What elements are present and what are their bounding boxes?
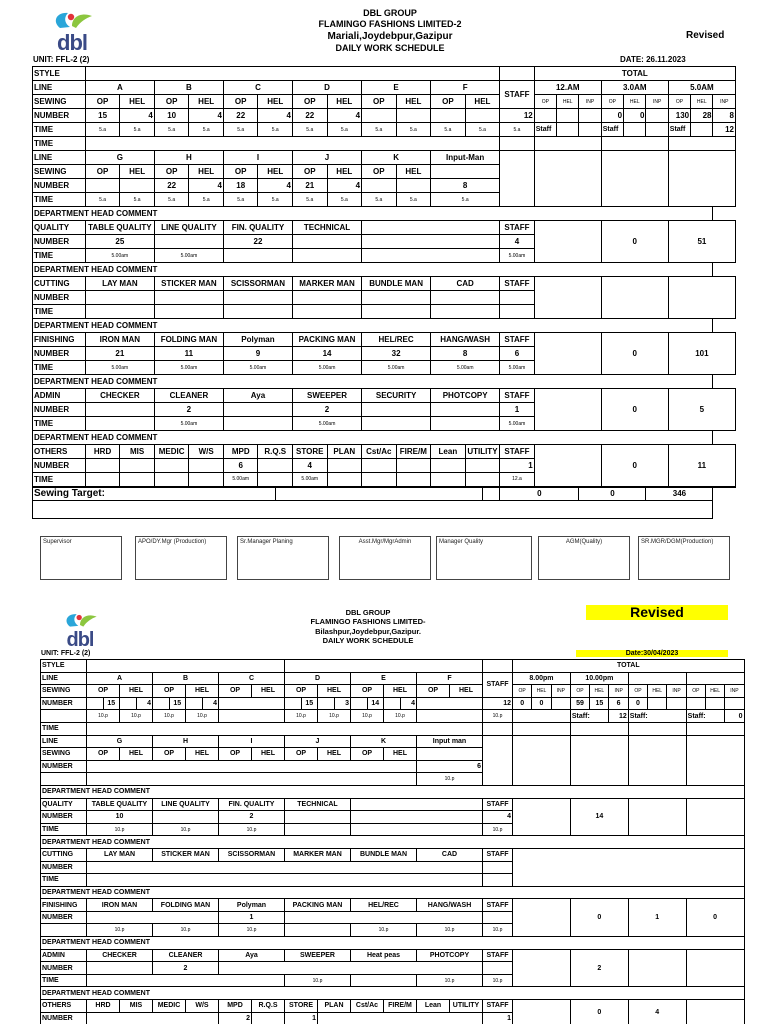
line-g: G <box>85 151 154 165</box>
line-b: B <box>154 81 223 95</box>
logo-wordmark: dbl <box>57 30 87 55</box>
signature-area <box>40 536 730 582</box>
dbl-logo <box>36 8 108 54</box>
others-number-row: NUMBER 6 4 1 <box>33 459 736 473</box>
sewing-time-row: TIME 5.a 5.a 5.a 5.a 5.a 5.a 5.a 5.a 5.a 5.a 5.a 5.a 5.a Staff Staff Staff 12 <box>33 123 736 137</box>
line-a: A <box>85 81 154 95</box>
schedule-table-1 <box>32 66 736 519</box>
input-man-number: 8 <box>431 179 500 193</box>
date-label: DATE: 26.11.2023 <box>620 55 686 64</box>
schedule-table-2: STYLE TOTAL LINE A B C D E F STAFF 8.00pm 10.00pm SEWING OP HEL OP HEL OP HEL OP HEL OP HEL OP HEL OP HEL INP OP HEL INP OP HEL INP OP HEL INP NUMBER 15 4 15 4 15 3 14 4 12 0 0 59 15 6 0 10.p 10.p 10.p 10.p 10.p 10.p 10.p 10.p 10.p Staff: 12 Staff: Staff: 0 TIME LINE G H I J K Input man SEWING OP HEL OP HEL OP HEL OP HEL OP HEL NUMBER 6 10.p DEPARTMENT HEAD COMMENT QUALITY TABLE QUALITY LINE QUALITY FIN. QUALITY TECHNICAL STAFF 14 NUMBER 10 2 4 TIME 10.p 10.p 10.p 10.p DEPARTMENT HEAD COMMENT CUTTING LAY MAN STICKER MAN SCISSORMAN MARKER MAN BUNDLE MAN CAD STAFF NUMBER TIME DEPARTMENT HEAD COMMENT FINISHING IRON MAN FOLDING MAN Polyman PACKING MAN HEL/REC HANG/WASH STAFF 0 1 0 NUMBER 1 10.p 10.p 10.p 10.p 10.p 10.p DEPARTMENT HEAD COMMENT ADMIN CHECKER CLEANER Aya SWEEPER Heat peas PHOTCOPY STAFF 2 NUMBER 2 TIME 10.p 10.p 10.p DEPARTMENT HEAD COMMENT OTHERS HRD MIS MEDIC W/S MPD R.Q.S STORE PLAN Cst/Ac FIRE/M Lean UTILITY STAFF 0 4 NUMBER 2 1 1 <box>40 659 745 1024</box>
unit-label: UNIT: FFL-2 (2) <box>33 55 90 64</box>
dept-comment-row: DEPARTMENT HEAD COMMENT <box>33 375 736 389</box>
sewing-label: SEWING <box>33 95 86 109</box>
apo-signature-box: APO/DY.Mgr (Production) <box>135 536 227 580</box>
admin-time-row: TIME 5.00am 5.00am 5.00am <box>33 417 736 431</box>
finishing-time-row: TIME 5.00am 5.00am 5.00am 5.00am 5.00am 5.00am 5.00am <box>33 361 736 375</box>
date-label-2: Date:30/04/2023 <box>576 650 728 657</box>
line-i: I <box>223 151 292 165</box>
dgm-signature-box: SR.MGR/DGM(Production) <box>638 536 730 580</box>
spacer-time-row: TIME <box>33 137 736 151</box>
quality-number-row: NUMBER 25 22 4 <box>33 235 736 249</box>
revised-label-2: Revised <box>586 605 728 620</box>
line-e: E <box>362 81 431 95</box>
agm-signature-box: AGM(Quality) <box>538 536 630 580</box>
style-row <box>33 67 736 81</box>
sewing-target-label: Sewing Target: <box>33 487 276 501</box>
sewing-row-2: SEWING OP HEL OP HEL OP HEL OP HEL OP HEL <box>33 165 736 179</box>
revised-label: Revised <box>686 30 725 41</box>
admin-signature-box: Asst.Mgr/MgrAdmin <box>339 536 431 580</box>
admin-row: ADMIN CHECKER CLEANER Aya SWEEPER SECURITY PHOTCOPY STAFF 0 5 <box>33 389 736 403</box>
staff-header: STAFF <box>500 81 535 109</box>
shift-2: 3.0AM <box>601 81 668 95</box>
blank-row <box>33 501 736 519</box>
supervisor-signature-box: Supervisor <box>40 536 122 580</box>
finishing-number-row: NUMBER 21 11 9 14 32 8 6 <box>33 347 736 361</box>
dept-comment-row: DEPARTMENT HEAD COMMENT <box>33 431 736 445</box>
line-d: D <box>293 81 362 95</box>
line-j: J <box>293 151 362 165</box>
dept-comment-row: DEPARTMENT HEAD COMMENT <box>33 207 736 221</box>
quality-row: QUALITY TABLE QUALITY LINE QUALITY FIN. QUALITY TECHNICAL STAFF 0 51 <box>33 221 736 235</box>
flamingo-logo-icon <box>42 8 102 32</box>
quality-time-row: TIME 5.00am 5.00am 5.00am <box>33 249 736 263</box>
cutting-number-row: NUMBER <box>33 291 736 305</box>
line-row-2: LINE G H I J K Input-Man <box>33 151 736 165</box>
cutting-time-row: TIME <box>33 305 736 319</box>
logo-wordmark: dbl <box>66 629 94 651</box>
company-name: FLAMINGO FASHIONS LIMITED-2 <box>318 19 462 30</box>
others-time-row: TIME 5.00am 5.00am 12.a <box>33 473 736 487</box>
dept-comment-row: DEPARTMENT HEAD COMMENT <box>33 263 736 277</box>
admin-number-row: NUMBER 2 2 1 <box>33 403 736 417</box>
address: Mariali,Joydebpur,Gazipur <box>327 30 453 42</box>
total-header: TOTAL <box>534 67 735 81</box>
dept-comment-row: DEPARTMENT HEAD COMMENT <box>33 319 736 333</box>
line-label: LINE <box>33 81 86 95</box>
schedule-title: DAILY WORK SCHEDULE <box>335 43 445 53</box>
style-label: STYLE <box>33 67 86 81</box>
shift-3: 5.0AM <box>668 81 735 95</box>
line-k: K <box>362 151 431 165</box>
header-block <box>240 8 540 54</box>
flamingo-logo-icon <box>52 610 108 630</box>
sewing-row: SEWING OP HEL OP HEL OP HEL OP HEL OP HEL OP HEL OP HEL INP OP HEL INP OP HEL INP <box>33 95 736 109</box>
input-man-header: Input-Man <box>431 151 500 165</box>
quality-signature-box: Manager Quality <box>436 536 532 580</box>
line-c: C <box>223 81 292 95</box>
line-f: F <box>431 81 500 95</box>
shift-1: 12.AM <box>534 81 601 95</box>
planning-signature-box: Sr.Manager Planing <box>237 536 329 580</box>
sewing-time-row-2: TIME 5.a 5.a 5.a 5.a 5.a 5.a 5.a 5.a 5.a 5.a 5.a <box>33 193 736 207</box>
sewing-target-row: Sewing Target: 0 0 346 <box>33 487 736 501</box>
line-row <box>33 81 736 95</box>
group-name: DBL GROUP <box>363 8 417 18</box>
dbl-logo-2 <box>44 610 116 650</box>
sewing-staff-number: 12 <box>500 109 535 123</box>
header-block-2: DBL GROUP FLAMINGO FASHIONS LIMITED- Bilashpur,Joydebpur,Gazipur. DAILY WORK SCHEDULE <box>310 608 426 646</box>
line-h: H <box>154 151 223 165</box>
finishing-row: FINISHING IRON MAN FOLDING MAN Polyman PACKING MAN HEL/REC HANG/WASH STAFF 0 101 <box>33 333 736 347</box>
others-row: OTHERS HRD MIS MEDIC W/S MPD R.Q.S STORE PLAN Cst/Ac FIRE/M Lean UTILITY STAFF 0 11 <box>33 445 736 459</box>
sewing-number-row-2: NUMBER 22 4 18 4 21 4 8 <box>33 179 736 193</box>
unit-label-2: UNIT: FFL-2 (2) <box>41 650 91 657</box>
sewing-number-row: NUMBER 15 4 10 4 22 4 22 4 12 0 0 130 28 8 <box>33 109 736 123</box>
cutting-row: CUTTING LAY MAN STICKER MAN SCISSORMAN MARKER MAN BUNDLE MAN CAD STAFF <box>33 277 736 291</box>
